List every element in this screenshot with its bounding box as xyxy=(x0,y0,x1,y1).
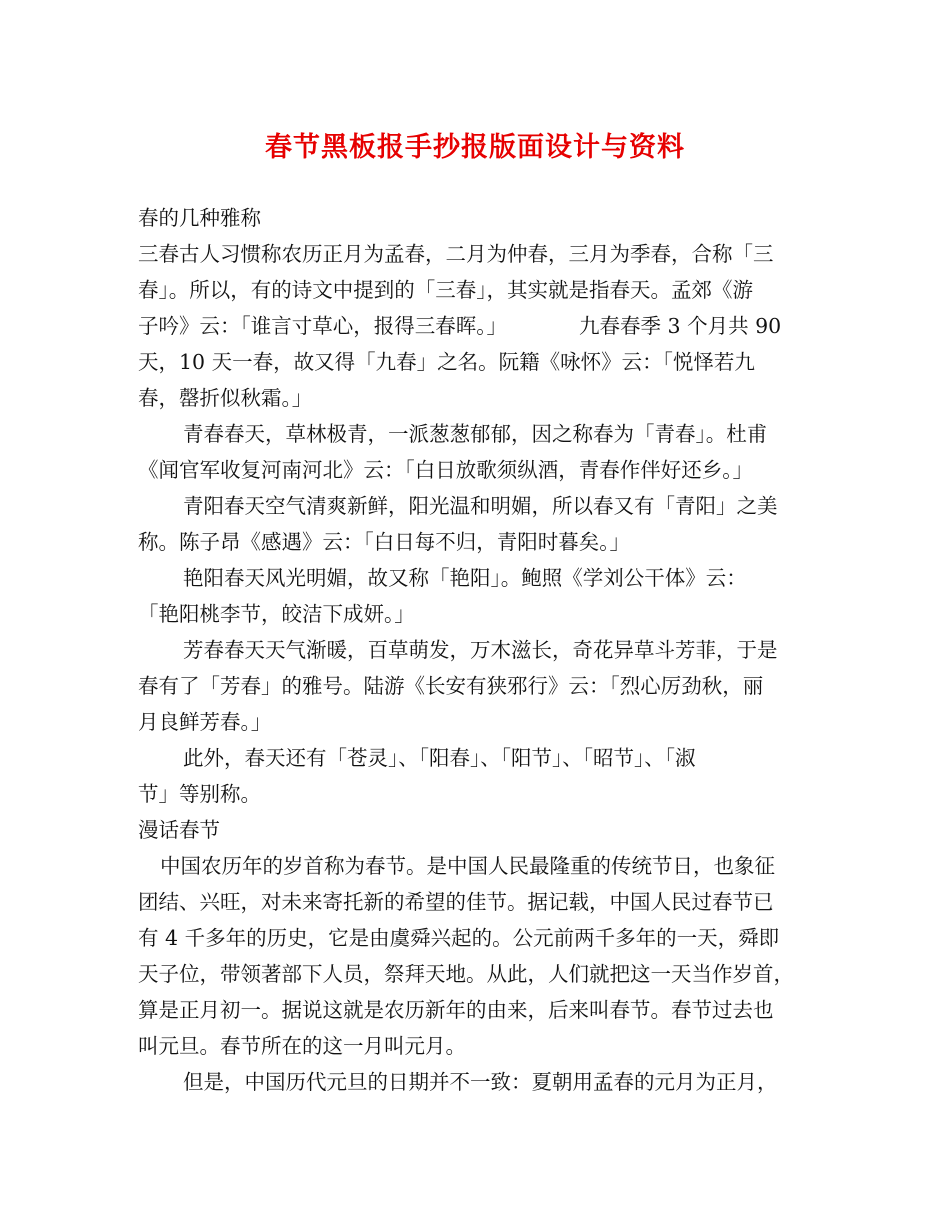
paragraph-line: 《闻官军收复河南河北》云：「白日放歌须纵酒，青春作伴好还乡。」 xyxy=(138,458,753,482)
paragraph-line: 艳阳春天风光明媚，故又称「艳阳」。鲍照《学刘公干体》云： xyxy=(183,566,747,590)
document-body xyxy=(138,200,818,1100)
paragraph-line: 九春春季 3 个月共 90 xyxy=(579,314,782,338)
paragraph-line: 有 4 千多年的历史，它是由虞舜兴起的。公元前两千多年的一天，舜即 xyxy=(138,926,780,950)
paragraph-line: 此外，春天还有「苍灵」、「阳春」、「阳节」、「昭节」、「淑 xyxy=(183,746,696,770)
paragraph-line: 团结、兴旺，对未来寄托新的希望的佳节。据记载，中国人民过春节已 xyxy=(138,890,774,914)
paragraph-line: 月良鲜芳春。」 xyxy=(138,710,272,734)
paragraph-line: 春，罄折似秋霜。」 xyxy=(138,386,313,410)
paragraph-line: 青春春天，草林极青，一派葱葱郁郁，因之称春为「青春」。杜甫 xyxy=(183,422,768,446)
section-heading: 春的几种雅称 xyxy=(138,206,261,230)
paragraph-line: 春」。所以，有的诗文中提到的「三春」，其实就是指春天。孟郊《游 xyxy=(138,278,753,302)
paragraph-line: 但是，中国历代元旦的日期并不一致：夏朝用孟春的元月为正月， xyxy=(183,1070,778,1094)
paragraph-line: 芳春春天天气渐暖，百草萌发，万木滋长，奇花异草斗芳菲，于是 xyxy=(183,638,778,662)
document-title: 春节黑板报手抄报版面设计与资料 xyxy=(265,132,685,163)
paragraph-line: 节」等别称。 xyxy=(138,782,261,806)
paragraph-line: 叫元旦。春节所在的这一月叫元月。 xyxy=(138,1034,466,1058)
section-heading: 漫话春节 xyxy=(138,818,220,842)
paragraph-line: 青阳春天空气清爽新鲜，阳光温和明媚，所以春又有「青阳」之美 xyxy=(183,494,778,518)
paragraph-line-combined xyxy=(138,308,818,344)
paragraph-line: 天，10 天一春，故又得「九春」之名。阮籍《咏怀》云：「悦怿若九 xyxy=(138,350,755,374)
paragraph-line: 天子位，带领著部下人员，祭拜天地。从此，人们就把这一天当作岁首， xyxy=(138,962,794,986)
paragraph-line: 「艳阳桃李节，皎洁下成妍。」 xyxy=(138,602,415,626)
paragraph-line: 三春古人习惯称农历正月为孟春，二月为仲春，三月为季春，合称「三 xyxy=(138,242,774,266)
paragraph-line: 称。陈子昂《感遇》云：「白日每不归，青阳时暮矣。」 xyxy=(138,530,630,554)
paragraph-line: 子吟》云：「谁言寸草心，报得三春晖。」 xyxy=(138,314,507,338)
paragraph-line: 春有了「芳春」的雅号。陆游《长安有狭邪行》云：「烈心厉劲秋，丽 xyxy=(138,674,764,698)
paragraph-line: 算是正月初一。据说这就是农历新年的由来，后来叫春节。春节过去也 xyxy=(138,998,774,1022)
paragraph-line: 中国农历年的岁首称为春节。是中国人民最隆重的传统节日，也象征 xyxy=(160,854,775,878)
